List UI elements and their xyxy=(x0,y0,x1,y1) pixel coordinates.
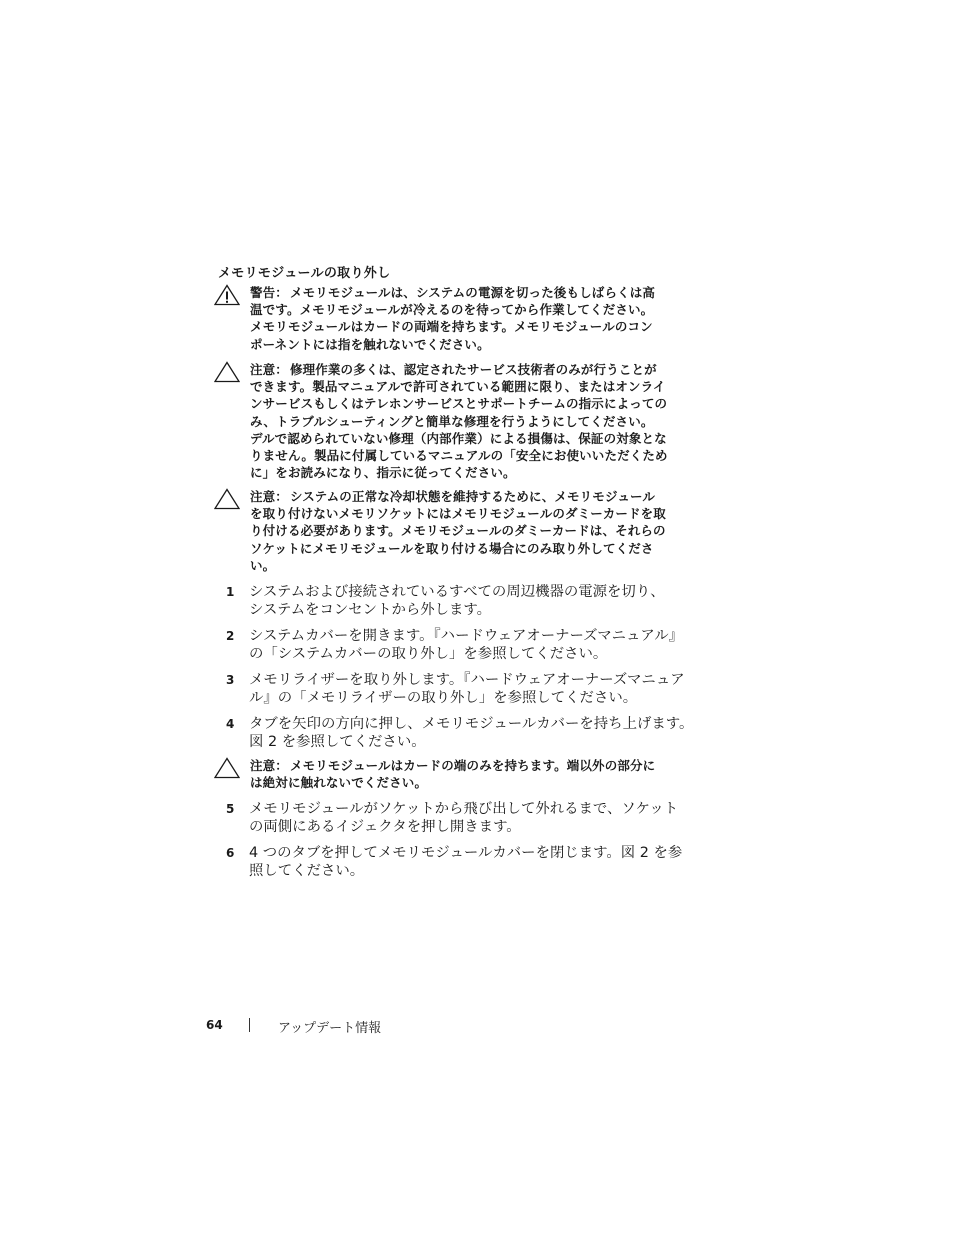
step-text: システムカバーを開きます。『ハードウェアオーナーズマニュアル』 の「システムカバーの取り外し」を参照してください。 xyxy=(249,628,684,663)
step-text: メモリライザーを取り外します。『ハードウェアオーナーズマニュア ル』の「メモリライザーの取り外し」を参照してください。 xyxy=(249,672,685,707)
notice-line: 温です。メモリモジュールが冷えるのを待ってから作業してください。 xyxy=(250,302,654,318)
notice-line: 警告： メモリモジュールは、システムの電源を切った後もしばらくは高 xyxy=(250,285,656,300)
step-number: 3 xyxy=(226,673,235,687)
caution-icon xyxy=(214,757,240,779)
notice-line: は絶対に触れないでください。 xyxy=(250,775,428,791)
notice-line: い。 xyxy=(250,557,276,573)
notice-label: 注意： xyxy=(250,758,288,773)
notice-label: 注意： xyxy=(250,489,288,504)
notice-line: 注意： メモリモジュールはカードの端のみを持ちます。端以外の部分に xyxy=(250,758,656,773)
notice-text xyxy=(250,757,714,791)
notice-text xyxy=(250,488,714,574)
notice-line: ソケットにメモリモジュールを取り付ける場合にのみ取り外してくださ xyxy=(250,540,654,556)
notice-line: 注意： 修理作業の多くは、認定されたサービス技術者のみが行うことが xyxy=(250,362,657,377)
notice-line: りません。製品に付属しているマニュアルの「安全にお使いいただくため xyxy=(250,448,668,464)
notice-label: 警告： xyxy=(250,285,288,300)
notice-line: り付ける必要があります。メモリモジュールのダミーカードは、それらの xyxy=(250,523,666,539)
notice-line: ポーネントには指を触れないでください。 xyxy=(250,336,490,352)
notice-line: に」をお読みになり、指示に従ってください。 xyxy=(250,465,516,481)
section-title: メモリモジュールの取り外し xyxy=(218,266,391,281)
notice-line: み、トラブルシューティングと簡単な修理を行うようにしてください。 xyxy=(250,413,654,429)
notice-line: を取り付けないメモリソケットにはメモリモジュールのダミーカードを取 xyxy=(250,506,666,522)
step-number: 6 xyxy=(226,846,235,860)
page-number: 64 xyxy=(206,1018,223,1032)
notice-line: できます。製品マニュアルで許可されている範囲に限り、またはオンライ xyxy=(250,379,666,395)
step-text: タブを矢印の方向に押し、メモリモジュールカバーを持ち上げます。 図 2 を参照してください。 xyxy=(249,716,694,751)
step-number: 1 xyxy=(226,585,235,599)
step-number: 2 xyxy=(226,629,235,643)
step-text: メモリモジュールがソケットから飛び出して外れるまで、ソケット の両側にあるイジェクタを押し開きます。 xyxy=(249,801,679,836)
step-number: 5 xyxy=(226,802,235,816)
step-text: システムおよび接続されているすべての周辺機器の電源を切り、 システムをコンセントから外します。 xyxy=(249,584,665,619)
step-text: 4 つのタブを押してメモリモジュールカバーを閉じます。図 2 を参 照してください。 xyxy=(249,845,683,880)
notice-line: 注意： システムの正常な冷却状態を維持するために、メモリモジュール xyxy=(250,489,656,504)
notice-text xyxy=(250,284,714,353)
notice-line: デルで認められていない修理（内部作業）による損傷は、保証の対象とな xyxy=(250,430,667,446)
footer-title: アップデート情報 xyxy=(278,1021,382,1036)
footer-divider xyxy=(249,1018,250,1032)
notice-line: メモリモジュールはカードの両端を持ちます。メモリモジュールのコン xyxy=(250,319,653,335)
caution-icon xyxy=(214,488,240,510)
notice-text xyxy=(250,361,714,481)
caution-icon xyxy=(214,361,240,383)
notice-line: ンサービスもしくはテレホンサービスとサポートチームの指示によっての xyxy=(250,396,668,412)
step-number: 4 xyxy=(226,717,235,731)
notice-label: 注意： xyxy=(250,362,288,377)
warning-icon xyxy=(214,284,240,306)
